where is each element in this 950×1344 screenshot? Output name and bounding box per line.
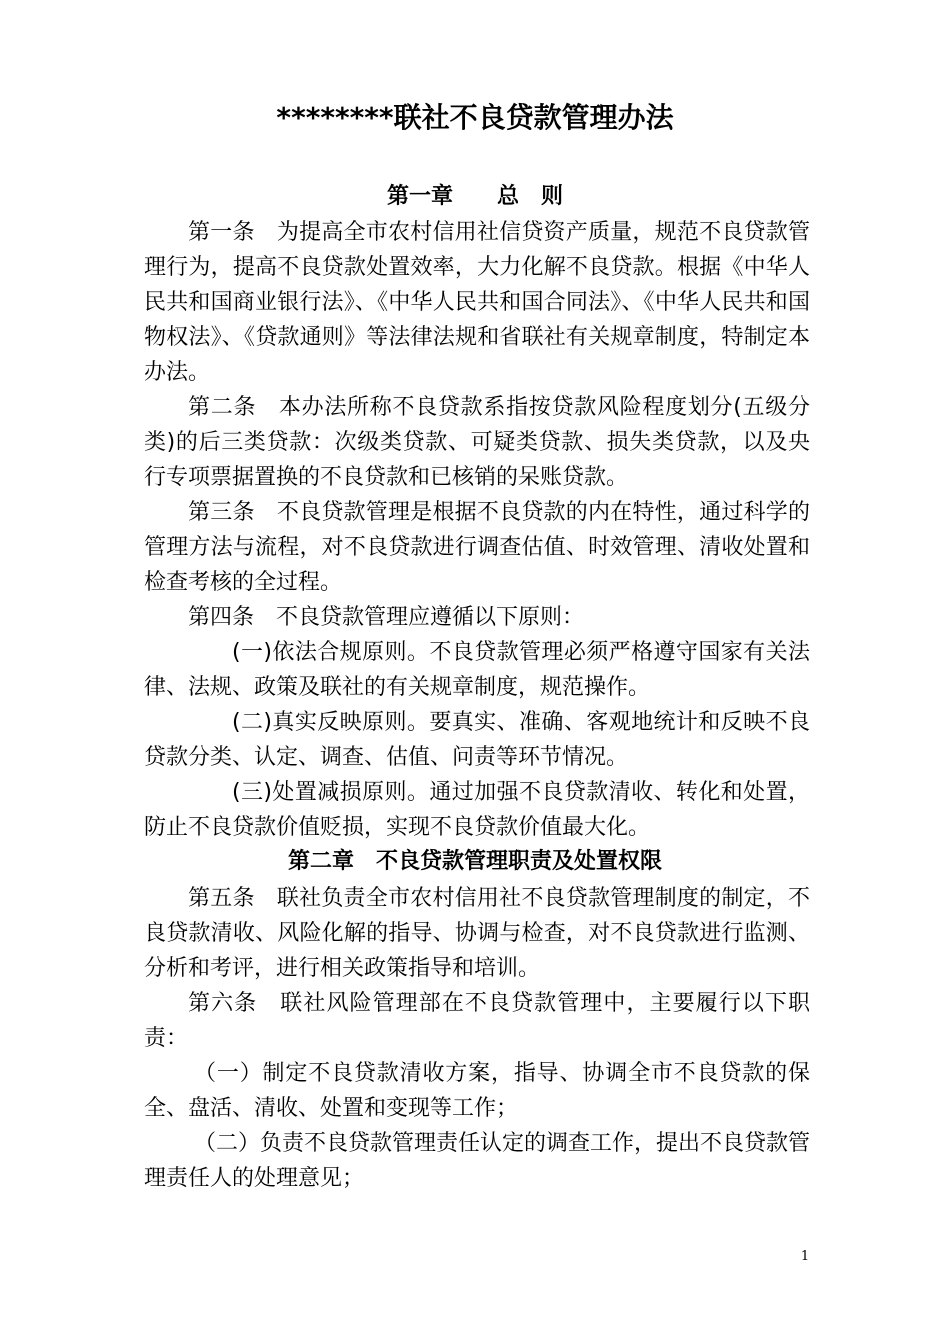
chapter-heading-1: 第一章 总 则 bbox=[386, 184, 563, 209]
article-6: 第六条 联社风险管理部在不良贷款管理中，主要履行以下职责： bbox=[144, 991, 810, 1051]
article-4-item-1: (一)依法合规原则。不良贷款管理必须严格遵守国家有关法律、法规、政策及联社的有关规章制度，规范操作。 bbox=[144, 640, 810, 700]
chapter-heading-2: 第二章 不良贷款管理职责及处置权限 bbox=[287, 849, 662, 874]
article-6-item-1: （一）制定不良贷款清收方案，指导、协调全市不良贷款的保全、盘活、清收、处置和变现等工作； bbox=[144, 1061, 810, 1121]
article-4: 第四条 不良贷款管理应遵循以下原则： bbox=[188, 605, 585, 630]
article-5: 第五条 联社负责全市农村信用社不良贷款管理制度的制定，不良贷款清收、风险化解的指导、协调与检查，对不良贷款进行监测、分析和考评，进行相关政策指导和培训。 bbox=[144, 886, 810, 981]
document-title: ********联社不良贷款管理办法 bbox=[276, 101, 674, 134]
article-1: 第一条 为提高全市农村信用社信贷资产质量，规范不良贷款管理行为，提高不良贷款处置效率，大力化解不良贷款。根据《中华人民共和国商业银行法》、《中华人民共和国合同法》、《中华人民共和国物权法》、《贷款通则》等法律法规和省联社有关规章制度，特制定本办法。 bbox=[144, 220, 810, 385]
article-2: 第二条 本办法所称不良贷款系指按贷款风险程度划分(五级分类)的后三类贷款：次级类贷款、可疑类贷款、损失类贷款，以及央行专项票据置换的不良贷款和已核销的呆账贷款。 bbox=[144, 395, 810, 490]
article-4-item-2: (二)真实反映原则。要真实、准确、客观地统计和反映不良贷款分类、认定、调查、估值、问责等环节情况。 bbox=[144, 710, 810, 770]
article-4-item-3: (三)处置减损原则。通过加强不良贷款清收、转化和处置，防止不良贷款价值贬损，实现不良贷款价值最大化。 bbox=[144, 780, 810, 840]
article-3: 第三条 不良贷款管理是根据不良贷款的内在特性，通过科学的管理方法与流程，对不良贷款进行调查估值、时效管理、清收处置和检查考核的全过程。 bbox=[144, 500, 810, 595]
page-number: 1 bbox=[800, 1249, 810, 1264]
article-6-item-2: （二）负责不良贷款管理责任认定的调查工作，提出不良贷款管理责任人的处理意见； bbox=[144, 1131, 811, 1191]
